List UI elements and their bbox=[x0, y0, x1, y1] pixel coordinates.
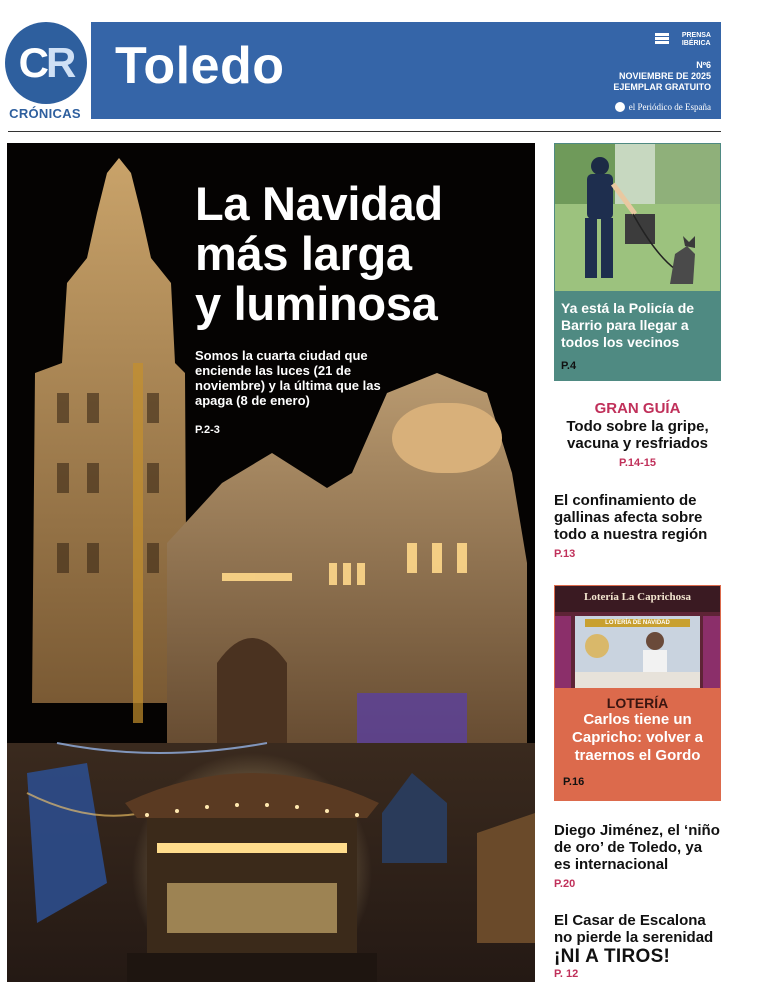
masthead-info bbox=[563, 30, 713, 114]
hens-story[interactable] bbox=[554, 492, 721, 560]
hero-headline[interactable]: La Navidad más larga y luminosa bbox=[195, 177, 443, 330]
guide-page-ref: P.14-15 bbox=[618, 457, 657, 469]
police-story[interactable] bbox=[554, 143, 721, 381]
lottery-story[interactable] bbox=[554, 585, 721, 801]
partner-brand: el Periódico de España bbox=[615, 102, 711, 112]
header-divider bbox=[8, 131, 721, 132]
diego-page-ref: P.20 bbox=[554, 878, 576, 890]
hero-dek: Somos la cuarta ciudad que enciende las luces (21 de noviembre) y la última que las apaga (8 de enero) bbox=[195, 348, 381, 408]
escalona-headline[interactable]: El Casar de Escalona no pierde la serenidad bbox=[554, 912, 714, 946]
issue-note: EJEMPLAR GRATUITO bbox=[613, 82, 711, 92]
guide-story[interactable] bbox=[554, 400, 721, 469]
issue-number: Nº6 bbox=[696, 60, 711, 70]
logo-letters: CR bbox=[18, 39, 74, 86]
police-page-ref: P.4 bbox=[561, 360, 577, 372]
lottery-photo bbox=[555, 586, 720, 688]
hens-headline[interactable]: El confinamiento de gallinas afecta sobre todo a nuestra región bbox=[554, 492, 708, 543]
lottery-shop-sign: Lotería La Caprichosa bbox=[584, 591, 691, 603]
logo[interactable] bbox=[3, 18, 87, 124]
publisher-icon bbox=[655, 33, 669, 45]
guide-kicker: GRAN GUÍA bbox=[594, 400, 681, 417]
hens-page-ref: P.13 bbox=[554, 548, 576, 560]
logo-mark bbox=[5, 22, 87, 104]
diego-story[interactable] bbox=[554, 822, 721, 890]
partner-icon bbox=[615, 102, 625, 112]
escalona-story[interactable] bbox=[554, 912, 721, 980]
escalona-highlight: ¡NI A TIROS! bbox=[554, 946, 671, 967]
hero-page-ref: P.2-3 bbox=[195, 424, 220, 436]
police-photo bbox=[555, 144, 720, 291]
publisher-name: PRENSA IBÉRICA bbox=[681, 32, 711, 47]
police-headline[interactable]: Ya está la Policía de Barrio para llegar a todos los vecinos bbox=[561, 300, 695, 350]
logo-label: CRÓNICAS bbox=[9, 106, 81, 121]
lottery-page-ref: P.16 bbox=[563, 776, 585, 788]
diego-headline[interactable]: Diego Jiménez, el ‘niño de oro’ de Toledo, ya es internacional bbox=[554, 822, 720, 873]
guide-headline[interactable]: Todo sobre la gripe, vacuna y resfriados bbox=[566, 418, 709, 452]
page-title: Toledo bbox=[115, 37, 285, 95]
lottery-headline[interactable]: Carlos tiene un Capricho: volver a traernos el Gordo bbox=[572, 711, 703, 764]
issue-info bbox=[613, 60, 711, 93]
hero-story[interactable] bbox=[7, 143, 535, 982]
lottery-kicker: LOTERÍA bbox=[606, 695, 669, 711]
masthead bbox=[91, 22, 721, 119]
escalona-page-ref: P. 12 bbox=[554, 968, 579, 980]
issue-date: NOVIEMBRE DE 2025 bbox=[618, 71, 711, 81]
lottery-window-sign: LOTERÍA DE NAVIDAD bbox=[585, 619, 690, 627]
